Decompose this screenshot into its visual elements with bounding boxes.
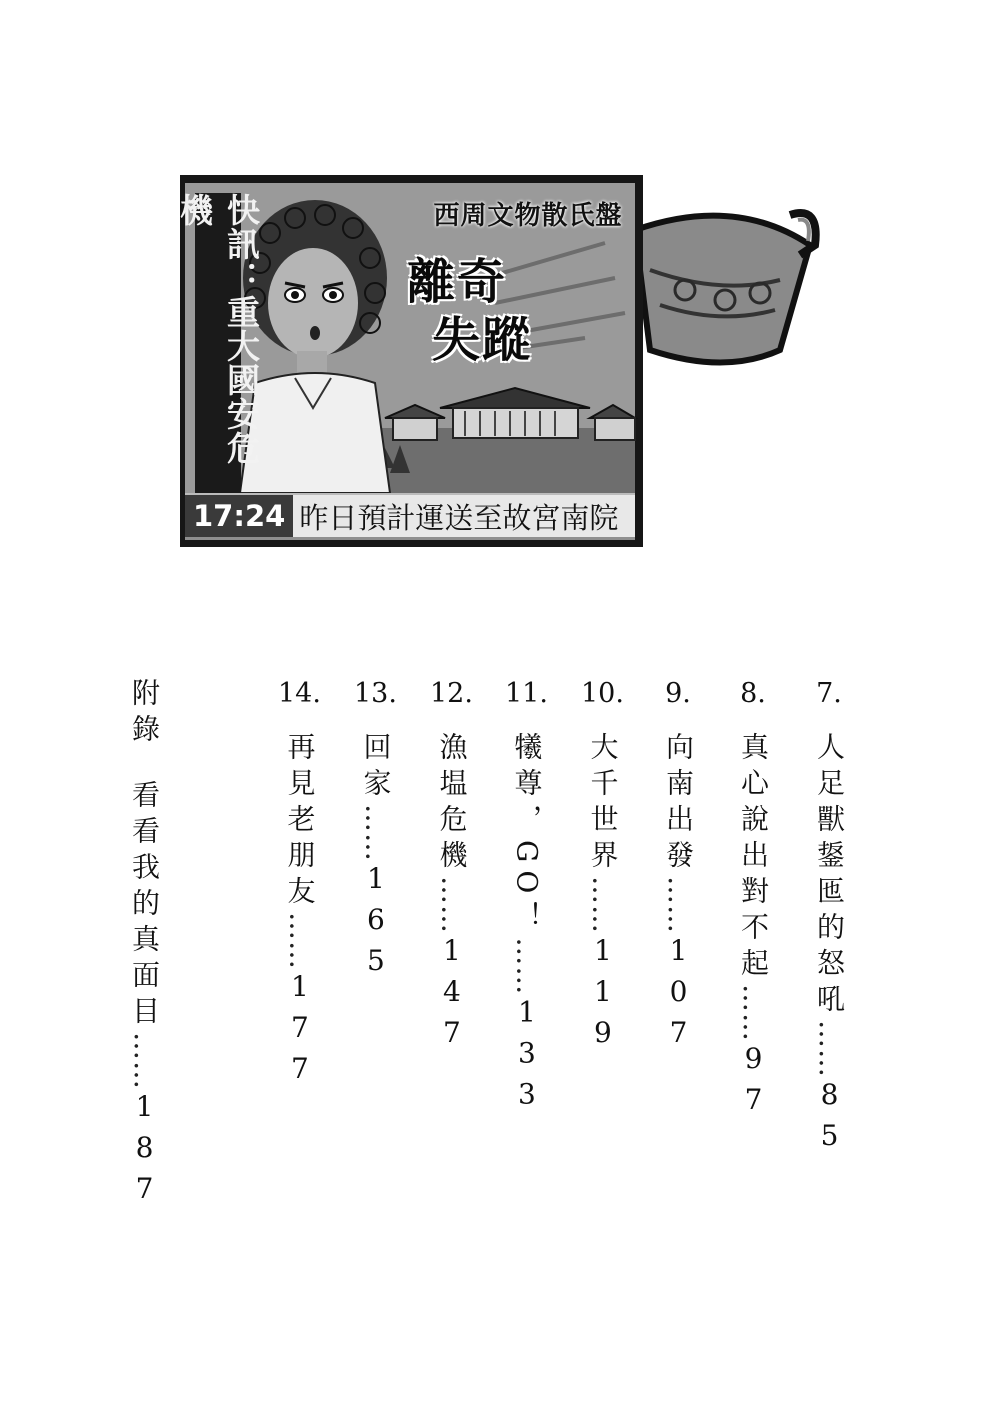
toc-entry-10[interactable]: [581, 678, 624, 1057]
toc-number: 11.: [505, 678, 548, 709]
toc-page: 147: [435, 934, 469, 1057]
ticker-time: 17:24: [185, 495, 293, 537]
toc-title: 人足獸鋬匜的怒吼: [813, 732, 846, 1020]
toc-title: 回家: [359, 732, 393, 804]
toc-leader: ……: [737, 984, 770, 1042]
toc-page: 133: [510, 995, 544, 1119]
toc-title: 犧尊，GO！: [510, 732, 544, 938]
toc-page: 107: [662, 934, 695, 1057]
toc-title: 真心說出對不起: [737, 732, 770, 984]
toc-entry-13[interactable]: [354, 678, 397, 985]
toc-number: 7.: [816, 678, 842, 709]
toc-number: 10.: [581, 678, 624, 709]
toc-title: 大千世界: [586, 732, 620, 876]
toc-leader: ……: [510, 937, 544, 996]
headline-line-2: 失蹤: [432, 312, 533, 368]
toc-leader: ……: [662, 876, 695, 934]
news-screen: [175, 175, 643, 547]
toc-title: 再見老朋友: [283, 732, 317, 912]
toc-title: 漁塭危機: [435, 732, 469, 876]
toc-leader: ……: [435, 876, 469, 934]
toc-leader: ……: [813, 1020, 846, 1078]
headline-line-1: 離奇: [407, 254, 508, 310]
news-broadcast: [175, 183, 635, 540]
toc-page: 97: [737, 1042, 770, 1124]
toc-number: 13.: [354, 678, 397, 709]
toc-number: 12.: [430, 678, 473, 709]
toc-entry-11[interactable]: [505, 678, 548, 1118]
toc-number: 8.: [740, 678, 766, 709]
toc-leader: ……: [128, 1032, 161, 1090]
news-ticker: [185, 493, 635, 537]
toc-leader: ……: [359, 804, 393, 862]
toc-page: 85: [813, 1078, 846, 1160]
toc-title: 看看我的真面目: [128, 780, 161, 1032]
toc-page: 187: [128, 1090, 161, 1213]
toc-leader: ……: [586, 876, 620, 934]
artifact-title: 西周文物散氏盤: [433, 201, 623, 231]
toc-title: 向南出發: [662, 732, 695, 876]
appendix-label: 附錄: [128, 678, 161, 750]
toc-entry-9[interactable]: [662, 678, 694, 1057]
toc-entry-appendix[interactable]: [128, 678, 160, 1213]
cover-illustration: [175, 175, 830, 550]
toc-number: 9.: [665, 678, 691, 709]
toc-number: 14.: [278, 678, 321, 709]
toc-page: 165: [359, 862, 393, 985]
toc-entry-8[interactable]: [737, 678, 769, 1124]
toc-page: 177: [283, 970, 317, 1093]
toc-entry-12[interactable]: [430, 678, 473, 1057]
ticker-text: 昨日預計運送至故宮南院: [299, 500, 619, 535]
toc-page: 119: [586, 934, 620, 1057]
bronze-basin-icon: [635, 213, 816, 363]
toc-entry-7[interactable]: [813, 678, 845, 1160]
breaking-news-banner: 快訊：重大國安危機: [195, 193, 241, 493]
toc-leader: ……: [283, 912, 317, 970]
toc-entry-14[interactable]: [278, 678, 321, 1093]
